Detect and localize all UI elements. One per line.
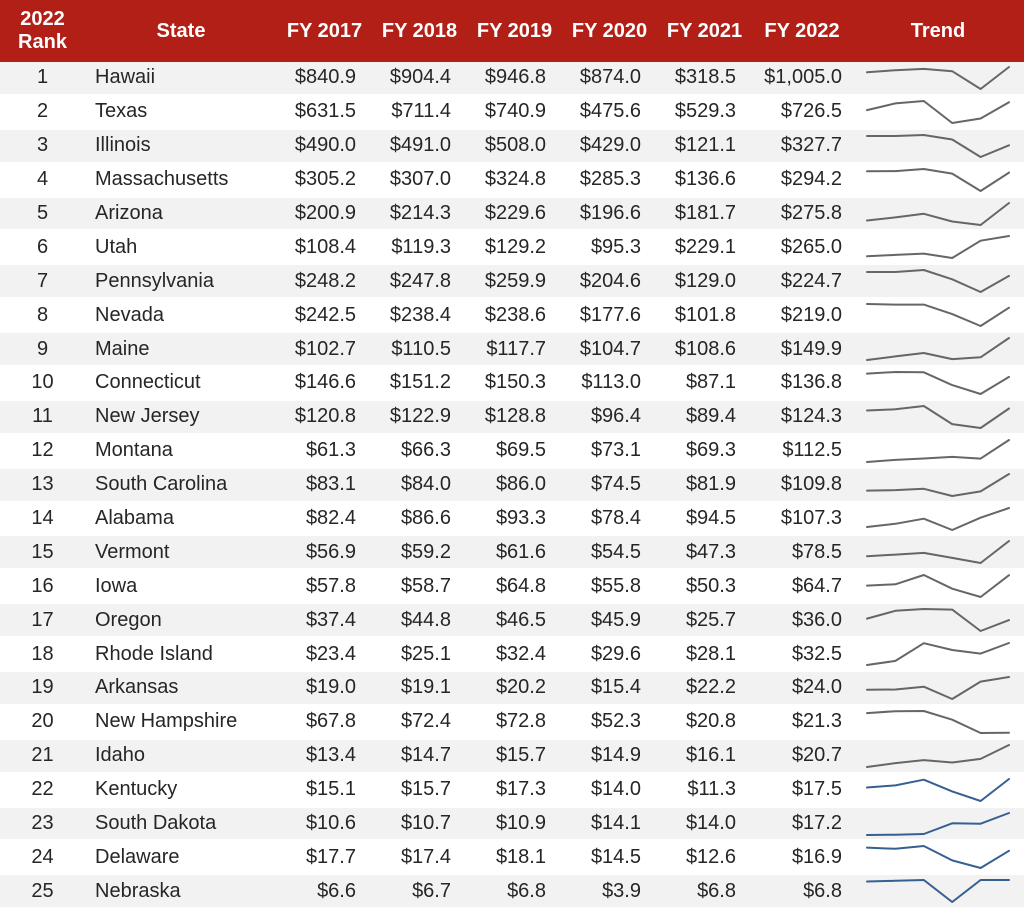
fy2020-value-cell: $14.5 [590,845,641,868]
table-row [0,129,1024,163]
rank-cell: 2 [36,100,49,123]
fy2022-value-cell: $21.3 [791,710,842,733]
fy2018-value-cell: $59.2 [400,540,451,563]
fy2017-value-cell: $120.8 [294,405,356,428]
fy2021-value-cell: $529.3 [674,100,736,123]
fy2020-value-cell: $74.5 [590,473,641,496]
table-row [0,264,1024,298]
fy2021-value-cell: $89.4 [685,405,736,428]
fy2021-value-cell: $20.8 [685,710,736,733]
rank-cell: 10 [31,371,54,394]
state-cell: Nevada [95,303,164,326]
state-cell: Texas [95,100,148,123]
table-row [0,95,1024,129]
trend-sparkline [863,232,1013,262]
fy2017-value-cell: $37.4 [305,608,356,631]
table-row [0,434,1024,468]
fy2020-value-cell: $475.6 [579,100,641,123]
fy2017-value-cell: $248.2 [294,269,356,292]
fy2017-value-cell: $23.4 [305,642,356,665]
fy2017-value-cell: $242.5 [294,303,356,326]
fy2021-value-cell: $6.8 [697,879,736,902]
fy2022-value-cell: $107.3 [780,507,842,530]
fy2020-value-cell: $55.8 [590,574,641,597]
fy2017-value-cell: $13.4 [305,744,356,767]
trend-sparkline [863,537,1013,567]
table-row [0,569,1024,603]
trend-sparkline [863,809,1013,839]
fy2018-value-cell: $66.3 [400,439,451,462]
trend-sparkline [863,605,1013,635]
table-header-row [0,0,1024,62]
trend-sparkline [863,571,1013,601]
trend-sparkline [863,470,1013,500]
rank-cell: 6 [36,235,49,258]
header-fy2018: FY 2018 [372,0,467,62]
trend-sparkline [863,436,1013,466]
fy2020-value-cell: $14.9 [590,744,641,767]
table-row [0,197,1024,231]
fy2022-value-cell: $136.8 [780,371,842,394]
trend-sparkline [863,300,1013,330]
fy2018-value-cell: $14.7 [400,744,451,767]
fy2021-value-cell: $318.5 [674,66,736,89]
table-row [0,366,1024,400]
trend-sparkline [863,504,1013,534]
rank-cell: 18 [31,642,54,665]
fy2020-value-cell: $3.9 [602,879,641,902]
fy2019-value-cell: $6.8 [507,879,546,902]
fy2017-value-cell: $146.6 [294,371,356,394]
table-row [0,773,1024,807]
fy2022-value-cell: $20.7 [791,744,842,767]
fy2022-value-cell: $36.0 [791,608,842,631]
fy2017-value-cell: $305.2 [294,168,356,191]
state-cell: South Dakota [95,812,217,835]
fy2022-value-cell: $265.0 [780,235,842,258]
fy2018-value-cell: $58.7 [400,574,451,597]
state-cell: Delaware [95,845,180,868]
fy2018-value-cell: $711.4 [391,100,451,123]
fy2020-value-cell: $429.0 [579,134,641,157]
fy2019-value-cell: $117.7 [486,337,546,360]
fy2020-value-cell: $113.0 [581,371,641,394]
fy2019-value-cell: $324.8 [484,168,546,191]
fy2021-value-cell: $229.1 [674,235,736,258]
rank-cell: 14 [31,507,54,530]
trend-cell [852,637,1024,671]
state-cell: Massachusetts [95,168,229,191]
fy2018-value-cell: $122.9 [389,405,451,428]
fy2020-value-cell: $204.6 [579,269,641,292]
fy2017-value-cell: $490.0 [294,134,356,157]
trend-sparkline [863,165,1013,195]
fy2019-value-cell: $10.9 [495,812,546,835]
fy2021-value-cell: $11.3 [687,778,736,801]
rank-cell: 24 [31,845,54,868]
trend-cell [852,739,1024,773]
trend-sparkline [863,707,1013,737]
state-cell: Arkansas [95,676,179,699]
fy2020-value-cell: $15.4 [590,676,641,699]
header-fy2017: FY 2017 [277,0,372,62]
header-state: State [85,0,277,62]
fy2017-value-cell: $15.1 [305,778,356,801]
fy2018-value-cell: $25.1 [400,642,451,665]
fy2019-value-cell: $229.6 [484,202,546,224]
trend-cell [852,264,1024,298]
fy2019-value-cell: $259.9 [484,269,546,292]
fy2020-value-cell: $78.4 [590,507,641,530]
trend-cell [852,62,1024,95]
fy2021-value-cell: $25.7 [685,608,736,631]
fy2019-value-cell: $128.8 [484,405,546,428]
fy2022-value-cell: $17.2 [791,812,842,835]
table-row [0,468,1024,502]
header-fy2021: FY 2021 [657,0,752,62]
trend-sparkline [863,876,1013,906]
rank-cell: 5 [36,202,49,224]
fy2021-value-cell: $14.0 [685,812,736,835]
rank-cell: 25 [31,879,54,902]
rank-cell: 3 [36,134,49,157]
state-cell: New Hampshire [95,710,238,733]
fy2021-value-cell: $129.0 [674,269,736,292]
fy2022-value-cell: $16.9 [791,845,842,868]
fy2019-value-cell: $61.6 [495,540,546,563]
rank-cell: 7 [36,269,49,292]
fy2017-value-cell: $200.9 [294,202,356,224]
state-cell: Nebraska [95,879,181,902]
rank-cell: 17 [31,608,54,631]
rank-cell: 20 [31,710,54,733]
header-fy2019: FY 2019 [467,0,562,62]
fy2018-value-cell: $119.3 [391,235,451,258]
fy2021-value-cell: $12.6 [685,845,736,868]
trend-cell [852,671,1024,705]
fy2019-value-cell: $18.1 [495,845,546,868]
fy2022-value-cell: $6.8 [803,879,842,902]
fy2018-value-cell: $84.0 [400,473,451,496]
fy2021-value-cell: $22.2 [685,676,736,699]
trend-sparkline [863,97,1013,127]
fy2020-value-cell: $285.3 [579,168,641,191]
state-cell: Illinois [95,134,151,157]
table-body [0,62,1024,908]
fy2022-value-cell: $149.9 [780,337,842,360]
rank-cell: 4 [36,168,49,191]
trend-sparkline [863,673,1013,703]
fy2020-value-cell: $45.9 [590,608,641,631]
trend-sparkline [863,402,1013,432]
rank-cell: 22 [31,778,54,801]
trend-cell [852,705,1024,739]
trend-cell [852,807,1024,841]
fy2018-value-cell: $214.3 [389,202,451,224]
trend-sparkline [863,63,1013,93]
fy2020-value-cell: $29.6 [590,642,641,665]
state-cell: Oregon [95,608,162,631]
fy2018-value-cell: $491.0 [389,134,451,157]
fy2021-value-cell: $94.5 [685,507,736,530]
fy2021-value-cell: $136.6 [674,168,736,191]
table-row [0,62,1024,95]
fy2017-value-cell: $6.6 [317,879,356,902]
fy2017-value-cell: $840.9 [294,66,356,89]
trend-cell [852,163,1024,197]
fy2020-value-cell: $95.3 [590,235,641,258]
fy2018-value-cell: $15.7 [400,778,451,801]
trend-cell [852,332,1024,366]
fy2021-value-cell: $47.3 [685,540,736,563]
fy2019-value-cell: $93.3 [495,507,546,530]
state-cell: Idaho [95,744,146,767]
trend-cell [852,434,1024,468]
table-row [0,840,1024,874]
fy2020-value-cell: $104.7 [579,337,641,360]
trend-sparkline [863,131,1013,161]
table-row [0,603,1024,637]
fy2017-value-cell: $10.6 [305,812,356,835]
fy2018-value-cell: $151.2 [389,371,451,394]
fy2022-value-cell: $726.5 [780,100,842,123]
fy2021-value-cell: $50.3 [685,574,736,597]
header-fy2022: FY 2022 [752,0,852,62]
fy2019-value-cell: $15.7 [495,744,546,767]
fy2019-value-cell: $129.2 [484,235,546,258]
state-cell: South Carolina [95,473,228,496]
rank-cell: 9 [36,337,49,360]
fy2018-value-cell: $238.4 [389,303,451,326]
trend-sparkline [863,368,1013,398]
state-cell: Vermont [95,540,170,563]
fy2017-value-cell: $67.8 [305,710,356,733]
rank-cell: 23 [31,812,54,835]
state-cell: Kentucky [95,778,178,801]
state-cell: Arizona [95,202,163,224]
table-row [0,400,1024,434]
fy2017-value-cell: $56.9 [305,540,356,563]
table-row [0,874,1024,908]
rank-cell: 12 [31,439,54,462]
header-rank-line2: Rank [18,31,67,53]
fy2020-value-cell: $14.1 [590,812,641,835]
fy2019-value-cell: $150.3 [484,371,546,394]
header-fy2020: FY 2020 [562,0,657,62]
state-cell: Montana [95,439,173,462]
trend-sparkline [863,639,1013,669]
fy2018-value-cell: $17.4 [400,845,451,868]
fy2017-value-cell: $61.3 [305,439,356,462]
fy2022-value-cell: $294.2 [780,168,842,191]
fy2022-value-cell: $1,005.0 [764,66,842,89]
trend-cell [852,468,1024,502]
fy2019-value-cell: $64.8 [495,574,546,597]
rank-cell: 11 [32,405,53,428]
fy2018-value-cell: $110.5 [391,337,451,360]
fy2019-value-cell: $946.8 [484,66,546,89]
fy2021-value-cell: $16.1 [685,744,736,767]
rank-cell: 1 [36,66,49,89]
fy2018-value-cell: $247.8 [389,269,451,292]
trend-cell [852,502,1024,536]
fy2019-value-cell: $46.5 [495,608,546,631]
fy2021-value-cell: $101.8 [674,303,736,326]
table-row [0,535,1024,569]
table-row [0,807,1024,841]
fy2020-value-cell: $52.3 [590,710,641,733]
fy2019-value-cell: $69.5 [495,439,546,462]
fy2018-value-cell: $6.7 [412,879,451,902]
trend-cell [852,95,1024,129]
fy2021-value-cell: $87.1 [685,371,736,394]
table-row [0,671,1024,705]
trend-sparkline [863,775,1013,805]
fy2018-value-cell: $86.6 [400,507,451,530]
state-cell: Connecticut [95,371,201,394]
trend-sparkline [863,741,1013,771]
trend-cell [852,230,1024,264]
fy2018-value-cell: $307.0 [389,168,451,191]
fy2019-value-cell: $740.9 [484,100,546,123]
fy2022-value-cell: $24.0 [791,676,842,699]
trend-cell [852,840,1024,874]
rank-cell: 16 [31,574,54,597]
fy2022-value-cell: $109.8 [780,473,842,496]
fy2021-value-cell: $28.1 [685,642,736,665]
fy2020-value-cell: $196.6 [579,202,641,224]
fy2018-value-cell: $10.7 [400,812,451,835]
table-row [0,502,1024,536]
rank-cell: 19 [31,676,54,699]
fy2021-value-cell: $181.7 [674,202,736,224]
fy2022-value-cell: $219.0 [780,303,842,326]
state-cell: Hawaii [95,66,156,89]
fy2022-value-cell: $17.5 [791,778,842,801]
fy2019-value-cell: $72.8 [495,710,546,733]
fy2022-value-cell: $112.5 [782,439,842,462]
fy2018-value-cell: $44.8 [400,608,451,631]
rank-cell: 13 [31,473,54,496]
fy2018-value-cell: $19.1 [400,676,451,699]
trend-sparkline [863,266,1013,296]
fy2019-value-cell: $86.0 [495,473,546,496]
fy2017-value-cell: $631.5 [294,100,356,123]
trend-cell [852,535,1024,569]
table-row [0,163,1024,197]
fy2019-value-cell: $32.4 [495,642,546,665]
fy2018-value-cell: $904.4 [389,66,451,89]
fy2019-value-cell: $508.0 [484,134,546,157]
state-cell: Alabama [95,507,174,530]
header-rank [0,0,85,62]
state-cell: Maine [95,337,150,360]
trend-cell [852,129,1024,163]
fy2022-value-cell: $124.3 [780,405,842,428]
rank-cell: 8 [36,303,49,326]
header-trend: Trend [852,0,1024,62]
fy2020-value-cell: $874.0 [579,66,641,89]
fy2020-value-cell: $14.0 [590,778,641,801]
fy2017-value-cell: $17.7 [305,845,356,868]
trend-sparkline [863,334,1013,364]
state-cell: Rhode Island [95,642,213,665]
table-row [0,230,1024,264]
fy2017-value-cell: $108.4 [294,235,356,258]
trend-cell [852,874,1024,908]
state-cell: New Jersey [95,405,200,428]
fy2022-value-cell: $275.8 [780,202,842,224]
rank-cell: 15 [31,540,54,563]
state-cell: Utah [95,235,138,258]
table-row [0,298,1024,332]
fy2021-value-cell: $108.6 [674,337,736,360]
state-cell: Pennsylvania [95,269,214,292]
trend-cell [852,298,1024,332]
fy2021-value-cell: $81.9 [685,473,736,496]
trend-cell [852,197,1024,231]
fy2017-value-cell: $83.1 [305,473,356,496]
fy2021-value-cell: $69.3 [685,439,736,462]
fy2020-value-cell: $73.1 [590,439,641,462]
fy2019-value-cell: $17.3 [495,778,546,801]
fy2020-value-cell: $54.5 [590,540,641,563]
trend-cell [852,569,1024,603]
table-row [0,739,1024,773]
trend-cell [852,400,1024,434]
fy2020-value-cell: $96.4 [590,405,641,428]
fy2017-value-cell: $57.8 [305,574,356,597]
table-row [0,705,1024,739]
state-cell: Iowa [95,574,138,597]
fy2019-value-cell: $238.6 [484,303,546,326]
fy2017-value-cell: $19.0 [305,676,356,699]
trend-sparkline [863,199,1013,229]
fy2020-value-cell: $177.6 [579,303,641,326]
table-row [0,637,1024,671]
fy2022-value-cell: $224.7 [780,269,842,292]
trend-sparkline [863,842,1013,872]
header-rank-line1: 2022 [20,8,65,30]
fy2022-value-cell: $64.7 [791,574,842,597]
trend-cell [852,366,1024,400]
fy2022-value-cell: $78.5 [791,540,842,563]
fy2018-value-cell: $72.4 [400,710,451,733]
fy2022-value-cell: $32.5 [791,642,842,665]
fy2019-value-cell: $20.2 [495,676,546,699]
table-row [0,332,1024,366]
fy2017-value-cell: $102.7 [294,337,356,360]
rank-cell: 21 [31,744,54,767]
fy2021-value-cell: $121.1 [674,134,736,157]
trend-cell [852,773,1024,807]
trend-cell [852,603,1024,637]
fy2022-value-cell: $327.7 [780,134,842,157]
fy2017-value-cell: $82.4 [305,507,356,530]
